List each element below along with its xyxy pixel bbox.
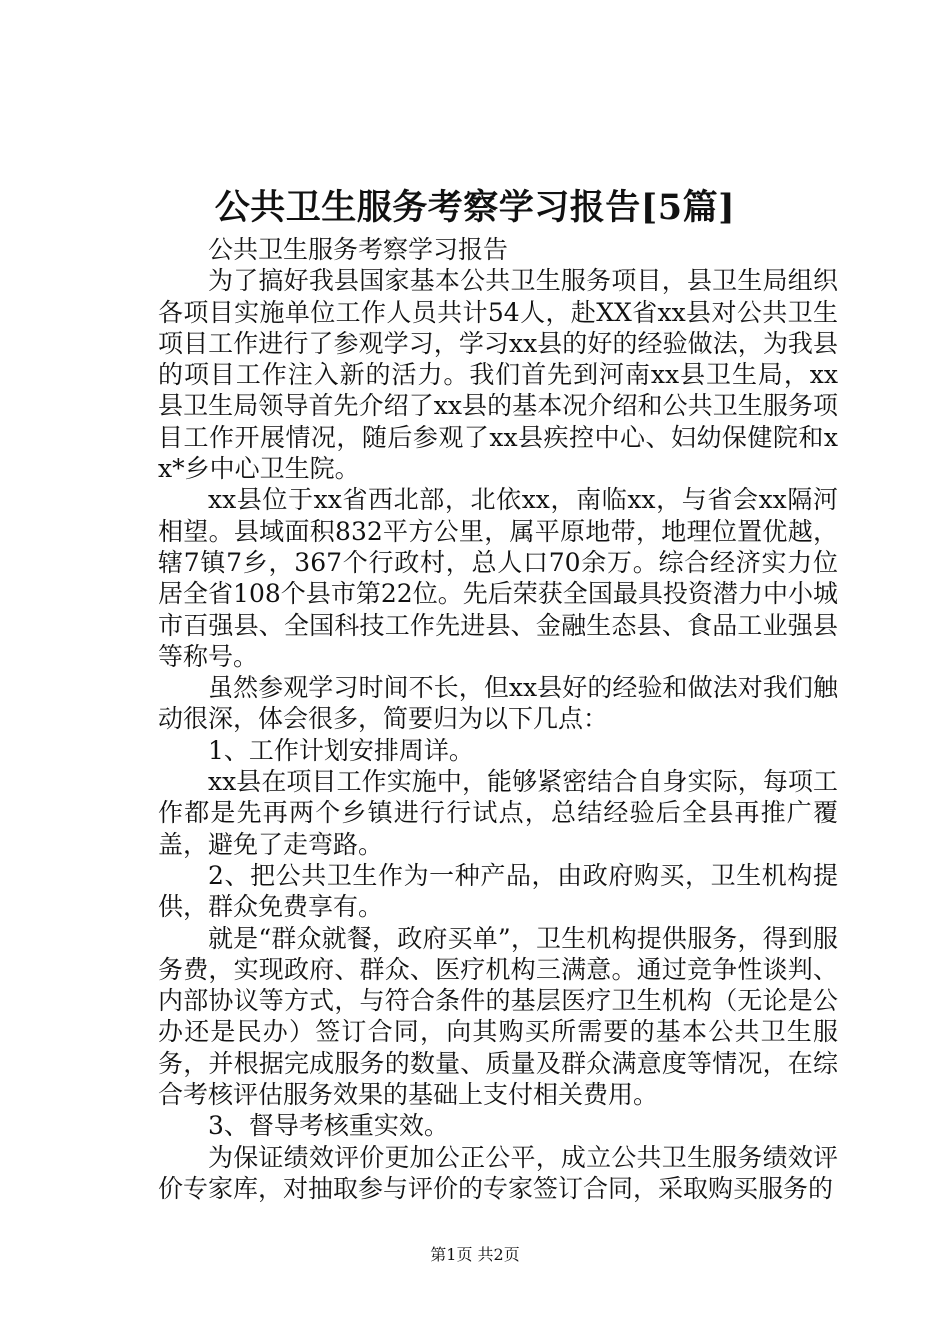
paragraph: 虽然参观学习时间不长，但xx县好的经验和做法对我们触动很深，体会很多，简要归为以下几点：	[158, 673, 838, 734]
paragraph: 为保证绩效评价更加公正公平，成立公共卫生服务绩效评价专家库，对抽取参与评价的专家签订合同，采取购买服务的	[158, 1142, 838, 1203]
paragraph: 1、工作计划安排周详。	[208, 735, 474, 765]
paragraph: 就是“群众就餐，政府买单”，卫生机构提供服务，得到服务费，实现政府、群众、医疗机构三满意。通过竞争性谈判、内部协议等方式，与符合条件的基层医疗卫生机构（无论是公办还是民办）签订合同，向其购买所需要的基本公共卫生服务，并根据完成服务的数量、质量及群众满意度等情况，在综合考核评估服务效果的基础上支付相关费用。	[158, 923, 838, 1110]
paragraph: 为了搞好我县国家基本公共卫生服务项目，县卫生局组织各项目实施单位工作人员共计54人，赴XX省xx县对公共卫生项目工作进行了参观学习，学习xx县的好的经验做法，为我县的项目工作注入新的活力。我们首先到河南xx县卫生局，xx县卫生局领导首先介绍了xx县的基本况介绍和公共卫生服务项目工作开展情况，随后参观了xx县疾控中心、妇幼保健院和xx*乡中心卫生院。	[158, 266, 838, 484]
paragraph: xx县位于xx省西北部，北依xx，南临xx，与省会xx隔河相望。县域面积832平方公里，属平原地带，地理位置优越，辖7镇7乡，367个行政村，总人口70余万。综合经济实力位居全省108个县市第22位。先后荣获全国最具投资潜力中小城市百强县、全国科技工作先进县、金融生态县、食品工业强县等称号。	[158, 485, 838, 671]
paragraph: 公共卫生服务考察学习报告	[208, 235, 509, 264]
paragraph: 3、督导考核重实效。	[208, 1111, 449, 1141]
document-title: 公共卫生服务考察学习报告[5篇]	[214, 187, 736, 228]
page-footer: 第1页 共2页	[430, 1245, 520, 1264]
paragraph: 2、把公共卫生作为一种产品，由政府购买，卫生机构提供，群众免费享有。	[158, 860, 838, 922]
paragraph: xx县在项目工作实施中，能够紧密结合自身实际，每项工作都是先再两个乡镇进行行试点，总结经验后全县再推广覆盖，避免了走弯路。	[158, 767, 838, 859]
document-body	[158, 234, 838, 1204]
